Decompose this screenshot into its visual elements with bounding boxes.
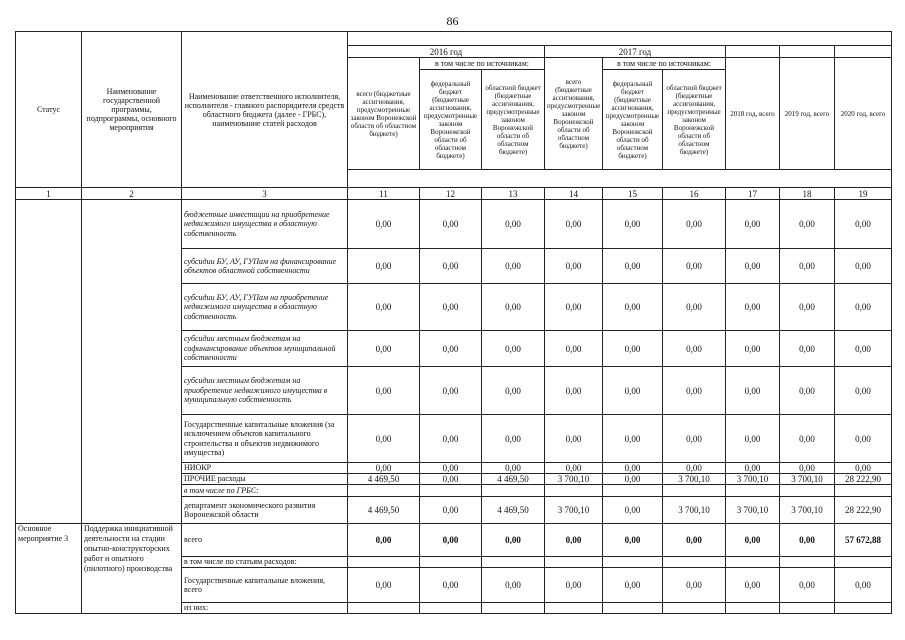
program-cell-blank [82,200,182,524]
cell-value: 0,00 [835,284,892,331]
header-total-2017: всего (бюджетные ассигнования, предусмотренные законом Воронежской области об областном бюджете) [545,58,603,170]
row-label: субсидии местным бюджетам на софинансирование объектов муниципальной собственности [182,331,348,367]
cell-value: 0,00 [780,463,835,474]
cell-value: 0,00 [482,200,545,249]
row-label: департамент экономического развития Воронежской области [182,497,348,524]
row-label: НИОКР [182,463,348,474]
cell-value: 0,00 [663,415,726,463]
cell-value: 0,00 [420,524,482,557]
row-label: всего [182,524,348,557]
header-federal-2016: федеральный бюджет (бюджетные ассигнования, предусмотренные законом Воронежской области об областном бюджете) [420,70,482,170]
cell-value: 0,00 [835,249,892,284]
header-year-2016: 2016 год [348,46,545,58]
cell-value: 0,00 [482,249,545,284]
cell-value: 0,00 [482,463,545,474]
column-number: 11 [348,188,420,200]
column-number: 16 [663,188,726,200]
cell-value: 0,00 [348,200,420,249]
cell-value [726,557,780,568]
cell-value: 0,00 [420,200,482,249]
header-regional-2017: областной бюджет (бюджетные ассигнования, предусмотренные законом Воронежской области об областном бюджете) [663,70,726,170]
cell-value: 28 222,90 [835,474,892,485]
row-label: бюджетные инвестиции на приобретение недвижимого имущества в областную собственность [182,200,348,249]
cell-value: 3 700,10 [663,474,726,485]
header-total-2016: всего (бюджетные ассигнования, предусмотренные законом Воронежской области об областном бюджете) [348,58,420,170]
cell-value: 0,00 [663,200,726,249]
column-number: 18 [780,188,835,200]
header-blank-2018 [726,46,780,58]
cell-value: 0,00 [726,415,780,463]
header-sources-2016: в том числе по источникам: [420,58,545,70]
header-blank-bottom [348,170,892,188]
cell-value: 0,00 [348,249,420,284]
cell-value: 0,00 [348,568,420,603]
row-label: Государственные капитальные вложения (за исключением объектов капитального строительства и объектов недвижимого имущества) [182,415,348,463]
header-federal-2017: федеральный бюджет (бюджетные ассигнования, предусмотренные законом Воронежской области об областном бюджете) [603,70,663,170]
cell-value: 0,00 [348,415,420,463]
cell-value: 0,00 [726,463,780,474]
cell-value: 0,00 [420,497,482,524]
cell-value: 0,00 [780,284,835,331]
status-cell-blank [16,200,82,524]
row-label: в том числе по статьям расходов: [182,557,348,568]
cell-value [420,485,482,497]
cell-value: 0,00 [348,463,420,474]
cell-value: 0,00 [835,367,892,415]
header-year-2020: 2020 год, всего [835,58,892,170]
header-regional-2016: областной бюджет (бюджетные ассигнования, предусмотренные законом Воронежской области об областном бюджете) [482,70,545,170]
cell-value: 0,00 [663,249,726,284]
cell-value: 0,00 [780,415,835,463]
cell-value: 0,00 [545,415,603,463]
cell-value: 28 222,90 [835,497,892,524]
cell-value [348,603,420,614]
header-blank-2020 [835,46,892,58]
row-label: субсидии местным бюджетам на приобретение недвижимого имущества в муниципальную собственность [182,367,348,415]
column-number-row [16,188,892,200]
column-number: 12 [420,188,482,200]
header-program: Наименование государственной программы, подпрограммы, основного мероприятия [82,32,182,188]
cell-value: 3 700,10 [780,497,835,524]
cell-value: 0,00 [780,524,835,557]
cell-value: 0,00 [726,284,780,331]
cell-value: 0,00 [603,415,663,463]
cell-value: 0,00 [420,367,482,415]
cell-value: 0,00 [835,463,892,474]
cell-value [835,557,892,568]
cell-value: 0,00 [603,474,663,485]
cell-value: 0,00 [545,463,603,474]
column-number: 3 [182,188,348,200]
cell-value: 3 700,10 [545,497,603,524]
cell-value: 0,00 [726,367,780,415]
cell-value: 0,00 [482,367,545,415]
cell-value: 0,00 [780,367,835,415]
cell-value: 0,00 [482,415,545,463]
header-year-2017: 2017 год [545,46,726,58]
column-number: 15 [603,188,663,200]
cell-value: 0,00 [420,415,482,463]
cell-value [420,557,482,568]
cell-value: 0,00 [482,284,545,331]
cell-value: 0,00 [835,415,892,463]
cell-value [780,603,835,614]
cell-value: 0,00 [603,249,663,284]
cell-value: 3 700,10 [545,474,603,485]
cell-value: 0,00 [603,367,663,415]
cell-value: 0,00 [603,568,663,603]
cell-value: 0,00 [482,331,545,367]
cell-value: 0,00 [420,249,482,284]
cell-value: 0,00 [348,524,420,557]
cell-value: 0,00 [482,568,545,603]
measure-status: Основное мероприятие 3 [16,524,82,614]
cell-value: 0,00 [482,524,545,557]
cell-value: 0,00 [663,367,726,415]
cell-value [545,557,603,568]
cell-value: 0,00 [726,249,780,284]
header-status: Статус [16,32,82,188]
table-row [16,200,892,249]
cell-value [545,485,603,497]
header-blank-top [348,32,892,46]
header-executor: Наименование ответственного исполнителя, исполнителя - главного распорядителя средств областного бюджета (далее - ГРБС), наименование статей расходов [182,32,348,188]
cell-value [482,485,545,497]
cell-value: 0,00 [545,367,603,415]
cell-value: 0,00 [780,249,835,284]
cell-value: 0,00 [603,200,663,249]
column-number: 13 [482,188,545,200]
cell-value: 0,00 [603,497,663,524]
column-number: 14 [545,188,603,200]
cell-value: 0,00 [663,524,726,557]
cell-value: 0,00 [663,463,726,474]
cell-value [835,485,892,497]
row-label: из них: [182,603,348,614]
cell-value: 0,00 [545,284,603,331]
table-row [16,524,892,557]
cell-value [603,603,663,614]
cell-value [780,485,835,497]
cell-value [663,603,726,614]
cell-value: 0,00 [420,474,482,485]
cell-value [663,557,726,568]
cell-value: 0,00 [545,331,603,367]
cell-value [420,603,482,614]
cell-value: 0,00 [726,331,780,367]
cell-value [726,603,780,614]
cell-value: 0,00 [835,568,892,603]
cell-value: 0,00 [835,331,892,367]
cell-value: 0,00 [545,200,603,249]
column-number: 2 [82,188,182,200]
cell-value: 0,00 [545,249,603,284]
cell-value: 0,00 [835,200,892,249]
header-blank-2019 [780,46,835,58]
cell-value: 0,00 [420,568,482,603]
column-number: 17 [726,188,780,200]
cell-value: 0,00 [420,284,482,331]
cell-value [348,485,420,497]
cell-value: 0,00 [603,331,663,367]
column-number: 19 [835,188,892,200]
cell-value: 0,00 [780,568,835,603]
cell-value [835,603,892,614]
cell-value: 0,00 [545,568,603,603]
budget-table [15,31,892,614]
column-number: 1 [16,188,82,200]
header-year-2019: 2019 год, всего [780,58,835,170]
header-year-2018: 2018 год, всего [726,58,780,170]
cell-value: 0,00 [603,524,663,557]
cell-value: 3 700,10 [726,497,780,524]
header-sources-2017: в том числе по источникам: [603,58,726,70]
cell-value: 0,00 [420,463,482,474]
cell-value: 4 469,50 [348,474,420,485]
cell-value: 4 469,50 [482,497,545,524]
cell-value [348,557,420,568]
cell-value [482,603,545,614]
cell-value: 0,00 [780,200,835,249]
cell-value: 0,00 [663,568,726,603]
cell-value: 57 672,88 [835,524,892,557]
cell-value: 0,00 [348,367,420,415]
cell-value [482,557,545,568]
row-label: ПРОЧИЕ расходы [182,474,348,485]
cell-value: 3 700,10 [663,497,726,524]
cell-value: 0,00 [603,284,663,331]
cell-value: 0,00 [726,568,780,603]
row-label: субсидии БУ, АУ, ГУПам на приобретение недвижимого имущества в областную собственность [182,284,348,331]
cell-value: 0,00 [780,331,835,367]
cell-value: 0,00 [603,463,663,474]
cell-value: 4 469,50 [348,497,420,524]
cell-value: 0,00 [663,331,726,367]
cell-value [663,485,726,497]
cell-value: 0,00 [726,524,780,557]
cell-value [545,603,603,614]
cell-value [603,557,663,568]
cell-value: 3 700,10 [780,474,835,485]
cell-value: 0,00 [348,284,420,331]
cell-value: 4 469,50 [482,474,545,485]
row-label: Государственные капитальные вложения, всего [182,568,348,603]
cell-value [603,485,663,497]
row-label: в том числе по ГРБС: [182,485,348,497]
page-number: 86 [446,14,459,28]
cell-value [726,485,780,497]
cell-value: 0,00 [545,524,603,557]
row-label: субсидии БУ, АУ, ГУПам на финансирование объектов областной собственности [182,249,348,284]
cell-value: 3 700,10 [726,474,780,485]
cell-value: 0,00 [726,200,780,249]
cell-value: 0,00 [663,284,726,331]
cell-value: 0,00 [420,331,482,367]
measure-program: Поддержка инициативной деятельности на стадии опытно-конструкторских работ и опытного (пилотного) производства [82,524,182,614]
cell-value [780,557,835,568]
cell-value: 0,00 [348,331,420,367]
